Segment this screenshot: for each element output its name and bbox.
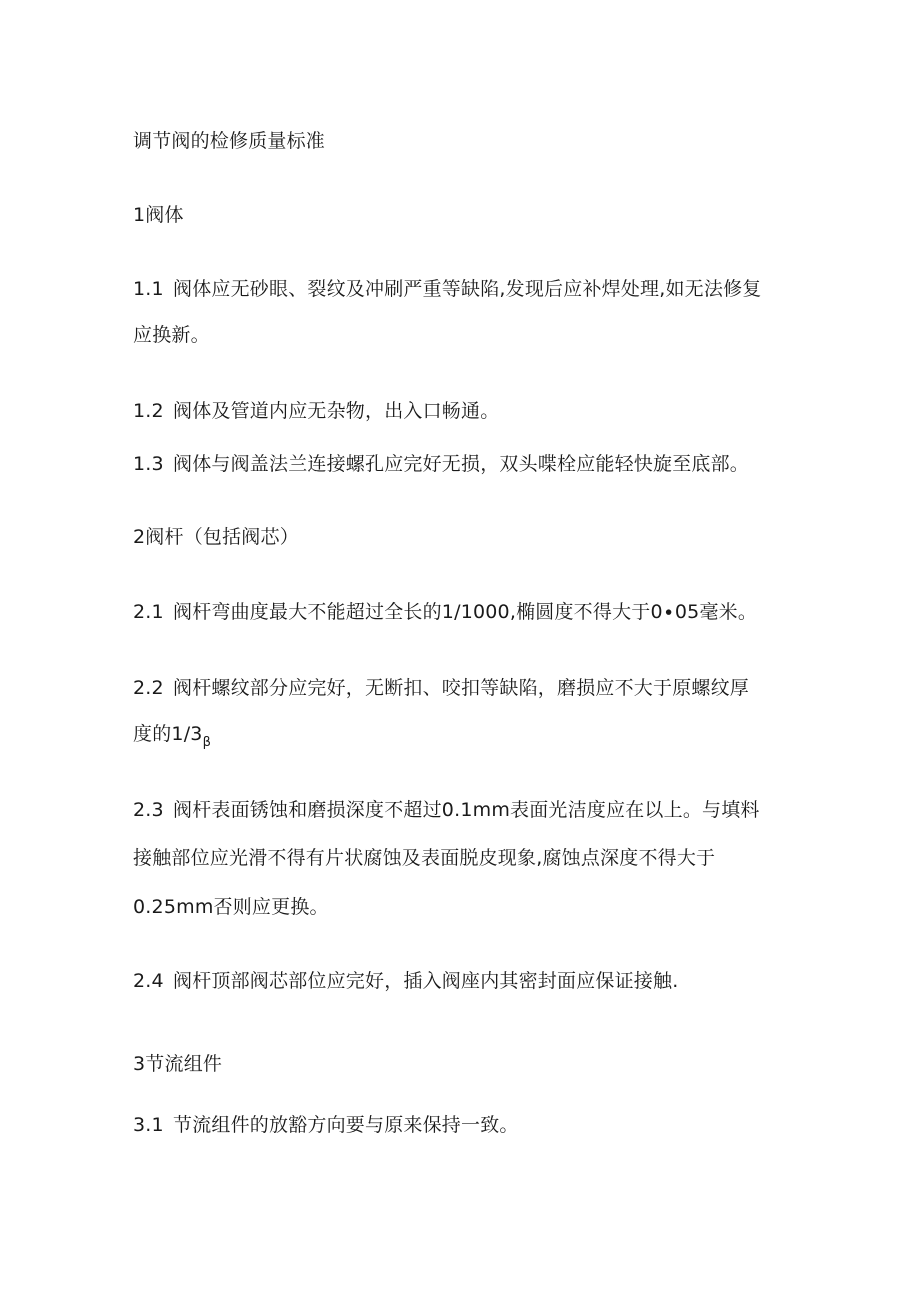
- item-1-2: [133, 398, 499, 424]
- item-1-1: [133, 276, 761, 302]
- subscript-mark: β: [202, 735, 212, 750]
- item-1-1-continued: 应换新。: [133, 324, 210, 346]
- item-2-3-continued: 接触部位应光滑不得有片状腐蚀及表面脱皮现象,腐蚀点深度不得大于: [133, 847, 716, 869]
- item-number: 2.2: [133, 677, 164, 699]
- item-text: 阀杆表面锈蚀和磨损深度不超过0.1mm表面光洁度应在以上。与填料: [173, 799, 760, 821]
- item-2-3: [133, 797, 760, 823]
- item-text: 度的1/3: [133, 723, 203, 745]
- item-number: 2.3: [133, 799, 164, 821]
- item-2-2-continued: [133, 721, 211, 756]
- item-text: 阀杆弯曲度最大不能超过全长的1/1000,椭圆度不得大于0∙05毫米。: [173, 601, 758, 623]
- item-3-1: [133, 1112, 519, 1138]
- item-text: 阀体应无砂眼、裂纹及冲刷严重等缺陷,发现后应补焊处理,如无法修复: [173, 278, 762, 300]
- section-heading-3: 3节流组件: [133, 1053, 223, 1075]
- item-number: 1.1: [133, 278, 164, 300]
- item-number: 3.1: [133, 1114, 164, 1136]
- item-number: 1.2: [133, 400, 164, 422]
- section-heading-2: 2阀杆（包括阀芯）: [133, 526, 299, 548]
- item-text: 阀体及管道内应无杂物，出入口畅通。: [173, 400, 500, 422]
- item-2-3-continued-2: 0.25mm否则应更换。: [133, 896, 329, 918]
- item-number: 1.3: [133, 453, 164, 475]
- document-title: 调节阀的检修质量标准: [133, 130, 326, 152]
- item-text: 阀体与阀盖法兰连接螺孔应完好无损，双头喋栓应能轻快旋至底部。: [173, 453, 750, 475]
- section-heading-1: 1阀体: [133, 204, 184, 226]
- item-text: 阀杆螺纹部分应完好，无断扣、咬扣等缺陷，磨损应不大于原螺纹厚: [173, 677, 750, 699]
- item-number: 2.4: [133, 970, 164, 992]
- item-text: 阀杆顶部阀芯部位应完好，插入阀座内其密封面应保证接触.: [173, 970, 679, 992]
- item-2-4: [133, 968, 678, 994]
- item-number: 2.1: [133, 601, 164, 623]
- item-1-3: [133, 451, 749, 477]
- item-2-1: [133, 599, 757, 625]
- item-2-2: [133, 675, 749, 701]
- item-text: 节流组件的放豁方向要与原来保持一致。: [173, 1114, 519, 1136]
